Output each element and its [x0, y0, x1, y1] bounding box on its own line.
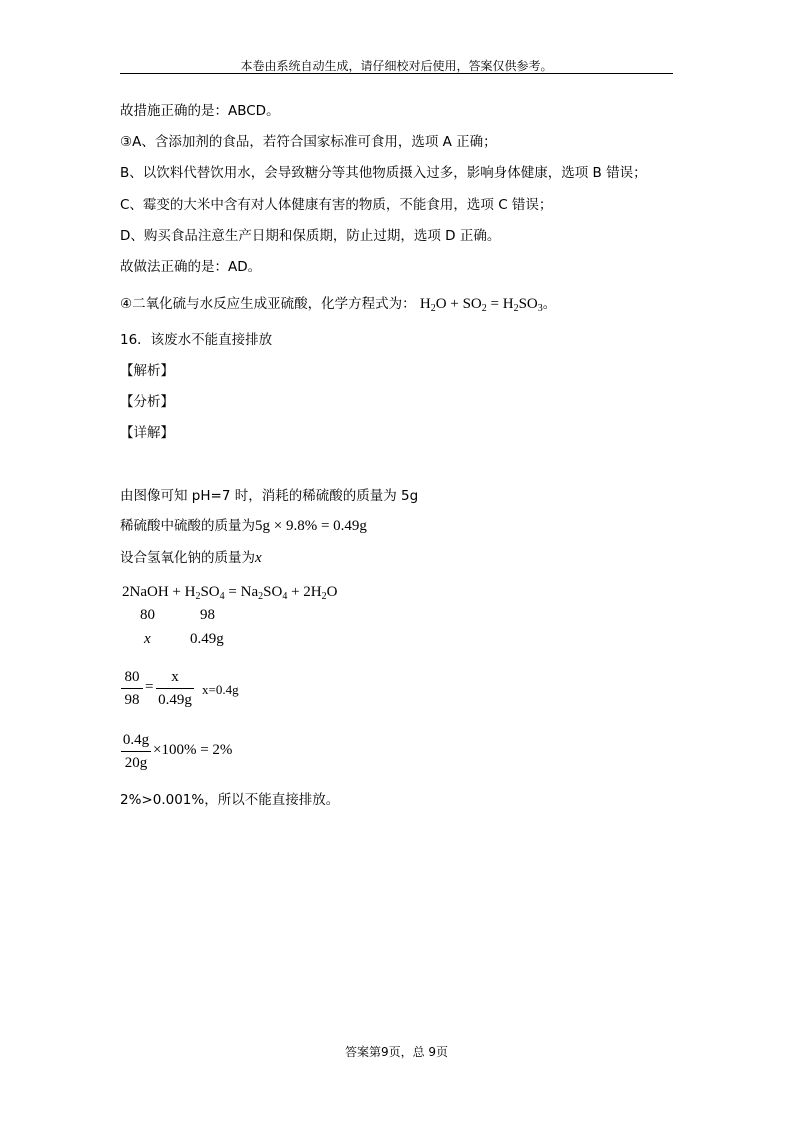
tag-jiexi: 【解析】 [120, 363, 174, 379]
detail-line-1: 由图像可知 pH=7 时，消耗的稀硫酸的质量为 5g [120, 488, 419, 504]
answer-line-1: 故措施正确的是：ABCD。 [120, 103, 280, 119]
answer-line-4: C、霉变的大米中含有对人体健康有害的物质，不能食用，选项 C 错误； [120, 197, 553, 213]
unknown-x: x [255, 550, 262, 566]
answer-line-3: B、以饮料代替饮用水，会导致糖分等其他物质摄入过多，影响身体健康，选项 B 错误； [120, 165, 647, 181]
conclusion-line: 2%>0.001%，所以不能直接排放。 [120, 792, 340, 808]
page-header: 本卷由系统自动生成，请仔细校对后使用，答案仅供参考。 [240, 59, 553, 73]
page-footer: 答案第9页，总 9页 [344, 1045, 449, 1059]
neutralization-equation: 2NaOH + $H_2SO_4 = Na_2SO_4 + 2H_2O$ [122, 584, 338, 602]
ratio-fraction-left: 80 98 [121, 668, 143, 709]
so2-equation: $H_2O + SO_2 = H_2SO_3$ [419, 296, 543, 314]
ratio-fraction-right: x 0.49g [156, 668, 194, 709]
answer-line-2: ③A、含添加剂的食品，若符合国家标准可食用，选项 A 正确； [120, 134, 497, 150]
acid-mass-equation: 5g × 9.8% = 0.49g [255, 518, 367, 534]
mass-h2so4: 98 [200, 607, 215, 623]
ratio-equals: = [145, 679, 154, 695]
ratio-result: x=0.4g [202, 682, 239, 697]
answer-line-5: D、购买食品注意生产日期和保质期，防止过期，选项 D 正确。 [120, 228, 501, 244]
answer-line-7-text: ④二氧化硫与水反应生成亚硫酸，化学方程式为： [120, 296, 416, 312]
question-16-answer: 16．该废水不能直接排放 [120, 332, 273, 348]
answer-line-6: 故做法正确的是：AD。 [120, 259, 262, 275]
percent-result: ×100% = 2% [153, 742, 233, 758]
known-h2so4: 0.49g [190, 631, 224, 647]
mass-naoh: 80 [140, 607, 155, 623]
header-divider [120, 73, 673, 74]
detail-line-3: 设合氢氧化钠的质量为x [120, 550, 262, 566]
answer-line-7: ④二氧化硫与水反应生成亚硫酸，化学方程式为： $H_2O + SO_2 = H_2SO_3$。 [120, 296, 557, 314]
percent-fraction: 0.4g 20g [122, 732, 150, 771]
detail-line-2: 稀硫酸中硫酸的质量为5g × 9.8% = 0.49g [120, 518, 367, 534]
tag-xiangjie: 【详解】 [120, 425, 174, 441]
tag-fenxi: 【分析】 [120, 394, 174, 410]
unknown-naoh: x [144, 631, 151, 647]
